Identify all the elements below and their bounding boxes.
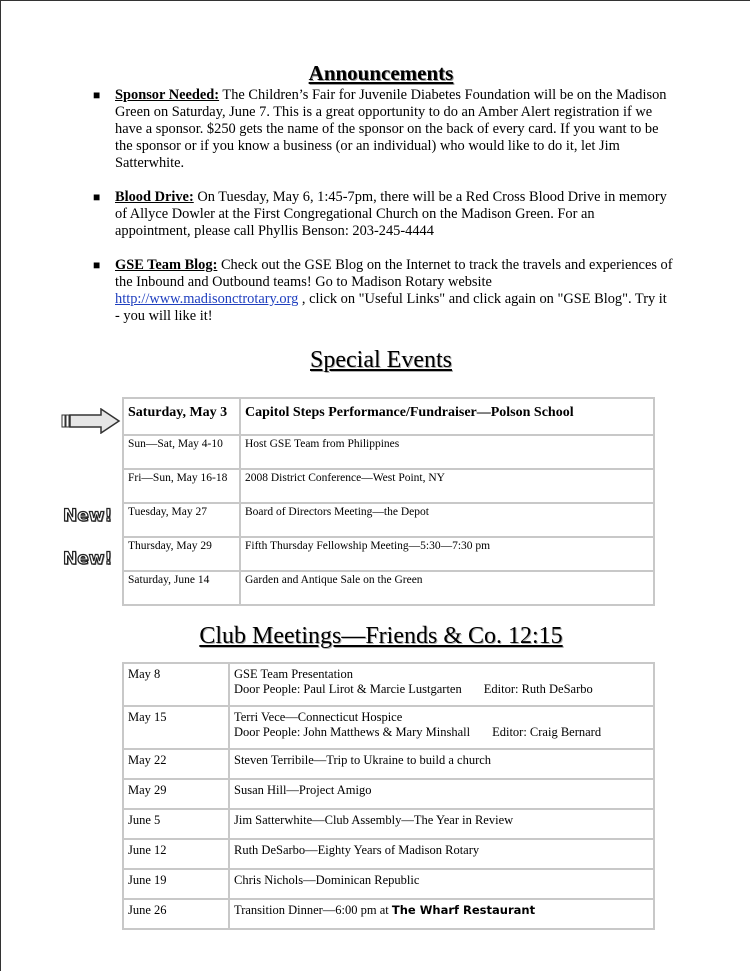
announcement-text: , click on "Useful Links" and click again on "GSE Blog". Try it - you will like it! bbox=[115, 291, 667, 324]
event-date: Saturday, June 14 bbox=[123, 571, 240, 605]
new-badge: New! bbox=[63, 549, 113, 569]
list-item bbox=[93, 87, 673, 172]
club-meetings-table bbox=[122, 662, 655, 930]
event-name: Garden and Antique Sale on the Green bbox=[240, 571, 654, 605]
table-row bbox=[123, 469, 654, 503]
door-people: Door People: John Matthews & Mary Minshall bbox=[234, 725, 471, 739]
event-name: Fifth Thursday Fellowship Meeting—5:30—7:30 pm bbox=[240, 537, 654, 571]
meeting-topic: Jim Satterwhite—Club Assembly—The Year in Review bbox=[229, 809, 654, 839]
table-row bbox=[123, 398, 654, 435]
announcement-label: Blood Drive: bbox=[115, 189, 194, 205]
announcements-list bbox=[93, 87, 673, 342]
door-people: Door People: Paul Lirot & Marcie Lustgarten bbox=[234, 682, 462, 696]
announcement-text: On Tuesday, May 6, 1:45-7pm, there will be a Red Cross Blood Drive in memory of Allyce Dowler at the First Congregational Church on the Madison Green. For an appointment, please call Phyllis Benson: 203-245-4444 bbox=[115, 189, 667, 239]
meeting-date: June 12 bbox=[123, 839, 229, 869]
table-row bbox=[123, 503, 654, 537]
special-events-heading: Special Events bbox=[310, 347, 452, 373]
meeting-details bbox=[229, 663, 654, 706]
meeting-topic: Ruth DeSarbo—Eighty Years of Madison Rotary bbox=[229, 839, 654, 869]
event-date: Sun—Sat, May 4-10 bbox=[123, 435, 240, 469]
meeting-date: June 5 bbox=[123, 809, 229, 839]
event-name: 2008 District Conference—West Point, NY bbox=[240, 469, 654, 503]
club-meetings-heading: Club Meetings—Friends & Co. 12:15 bbox=[199, 623, 563, 649]
meeting-topic: Chris Nichols—Dominican Republic bbox=[229, 869, 654, 899]
announcement-label: Sponsor Needed: bbox=[115, 87, 220, 103]
table-row bbox=[123, 869, 654, 899]
announcements-heading: Announcements bbox=[308, 61, 454, 85]
event-name: Board of Directors Meeting—the Depot bbox=[240, 503, 654, 537]
meeting-date: May 15 bbox=[123, 706, 229, 749]
list-item bbox=[93, 257, 673, 325]
special-events-table bbox=[122, 397, 655, 606]
event-date: Saturday, May 3 bbox=[123, 398, 240, 435]
editor: Editor: Craig Bernard bbox=[492, 725, 602, 739]
table-row bbox=[123, 537, 654, 571]
announcement-text: Check out the GSE Blog on the Internet to track the travels and experiences of the Inbound and Outbound teams! Go to Madison Rotary website bbox=[115, 257, 673, 290]
table-row bbox=[123, 839, 654, 869]
bullet-icon: ■ bbox=[93, 88, 101, 102]
meeting-date: May 22 bbox=[123, 749, 229, 779]
event-name: Capitol Steps Performance/Fundraiser—Polson School bbox=[240, 398, 654, 435]
editor: Editor: Ruth DeSarbo bbox=[483, 682, 593, 696]
event-date: Fri—Sun, May 16-18 bbox=[123, 469, 240, 503]
table-row bbox=[123, 435, 654, 469]
announcement-label: GSE Team Blog: bbox=[115, 257, 218, 273]
announcement-text: The Children’s Fair for Juvenile Diabetes Foundation will be on the Madison Green on Saturday, June 7. This is a great opportunity to do an Amber Alert registration if we have a sponsor. $250 gets the name of the sponsor on the back of every card. If you want to be the sponsor or if you know a business (or an individual) who would like to do it, let Jim Satterwhite. bbox=[115, 87, 667, 171]
meeting-details bbox=[229, 899, 654, 929]
table-row bbox=[123, 663, 654, 706]
table-row bbox=[123, 749, 654, 779]
arrow-right-icon bbox=[61, 408, 121, 434]
meeting-date: May 8 bbox=[123, 663, 229, 706]
table-row bbox=[123, 809, 654, 839]
new-badge: New! bbox=[63, 506, 113, 526]
meeting-topic: Steven Terribile—Trip to Ukraine to build a church bbox=[229, 749, 654, 779]
table-row bbox=[123, 779, 654, 809]
event-name: Host GSE Team from Philippines bbox=[240, 435, 654, 469]
list-item bbox=[93, 189, 673, 240]
venue-name: The Wharf Restaurant bbox=[391, 903, 536, 917]
table-row bbox=[123, 899, 654, 929]
meeting-topic: GSE Team Presentation bbox=[234, 667, 354, 681]
event-date: Tuesday, May 27 bbox=[123, 503, 240, 537]
rotary-website-link[interactable]: http://www.madisonctrotary.org bbox=[115, 291, 299, 307]
bullet-icon: ■ bbox=[93, 190, 101, 204]
meeting-topic: Susan Hill—Project Amigo bbox=[229, 779, 654, 809]
meeting-date: June 26 bbox=[123, 899, 229, 929]
table-row bbox=[123, 571, 654, 605]
meeting-topic: Transition Dinner—6:00 pm at bbox=[234, 903, 392, 917]
meeting-details bbox=[229, 706, 654, 749]
meeting-date: June 19 bbox=[123, 869, 229, 899]
event-date: Thursday, May 29 bbox=[123, 537, 240, 571]
meeting-date: May 29 bbox=[123, 779, 229, 809]
table-row bbox=[123, 706, 654, 749]
meeting-topic: Terri Vece—Connecticut Hospice bbox=[234, 710, 403, 724]
bullet-icon: ■ bbox=[93, 258, 101, 272]
